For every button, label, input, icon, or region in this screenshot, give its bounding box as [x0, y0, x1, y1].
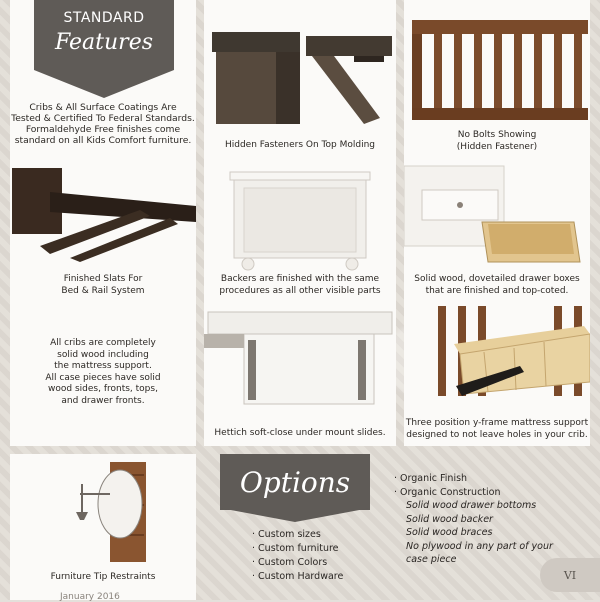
options-left-list — [252, 528, 343, 584]
page-number-tab — [540, 558, 600, 592]
option-sub-item: Solid wood backer — [406, 513, 493, 525]
soft-close-slide-image — [204, 304, 396, 416]
crib-corner-image — [404, 0, 590, 124]
dresser-back-image — [204, 162, 396, 274]
caption-finished-slats: Finished Slats For Bed & Rail System — [61, 274, 145, 296]
panel-backers — [204, 162, 396, 304]
caption-no-bolts: No Bolts Showing (Hidden Fastener) — [456, 130, 538, 152]
caption-hettich: Hettich soft-close under mount slides. — [214, 428, 386, 438]
options-right-list — [394, 472, 553, 567]
options-label: Options — [239, 466, 351, 499]
option-sub-item: case piece — [406, 554, 457, 565]
solid-wood-text: All cribs are completely solid wood including the mattress support. All case pieces have solid wood sides, fronts, tops, and drawer fronts. — [45, 338, 161, 406]
tip-restraint-image — [10, 454, 196, 564]
panel-hettich — [204, 304, 396, 446]
panel-tip-restraints — [10, 454, 196, 600]
caption-backers: Backers are finished with the same procedures as all other visible parts — [219, 274, 381, 296]
caption-tip-restraints: Furniture Tip Restraints — [50, 572, 156, 582]
option-sub-item: No plywood in any part of your — [406, 540, 553, 552]
option-organic-finish: · Organic Finish — [394, 473, 468, 484]
option-item: · Custom furniture — [252, 543, 339, 554]
option-item: · Custom sizes — [252, 529, 321, 540]
molding-image — [204, 0, 396, 130]
mattress-support-image — [404, 304, 590, 408]
panel-drawer-boxes — [404, 162, 590, 304]
drawer-image — [404, 162, 590, 270]
option-sub-item: Solid wood braces — [406, 527, 493, 538]
standard-label: STANDARD — [63, 10, 145, 26]
option-sub-item: Solid wood drawer bottoms — [406, 500, 537, 511]
page-number: VI — [563, 568, 577, 582]
intro-text: Cribs & All Surface Coatings Are Tested & Certified To Federal Standards. Formaldehyde Free finishes come standard on all Kids Comfort furniture. — [11, 102, 195, 146]
panel-no-bolts — [404, 0, 590, 162]
features-label: Features — [54, 30, 154, 55]
option-item: · Custom Colors — [252, 557, 328, 568]
caption-mattress-support: Three position y-frame mattress support designed to not leave holes in your crib. — [405, 418, 589, 440]
panel-mattress-support — [404, 304, 590, 446]
option-organic-construction: · Organic Construction — [394, 486, 501, 498]
panel-intro — [10, 0, 196, 162]
panel-solid-wood — [10, 304, 196, 446]
option-item: · Custom Hardware — [252, 571, 344, 582]
panel-hidden-fasteners — [204, 0, 396, 162]
slats-image — [10, 162, 196, 262]
panel-finished-slats — [10, 162, 196, 304]
caption-hidden-fasteners: Hidden Fasteners On Top Molding — [224, 140, 375, 150]
options-banner — [220, 454, 370, 510]
footer-date: January 2016 — [60, 592, 120, 602]
caption-drawer-boxes: Solid wood, dovetailed drawer boxes that are finished and top-coted. — [414, 274, 580, 296]
